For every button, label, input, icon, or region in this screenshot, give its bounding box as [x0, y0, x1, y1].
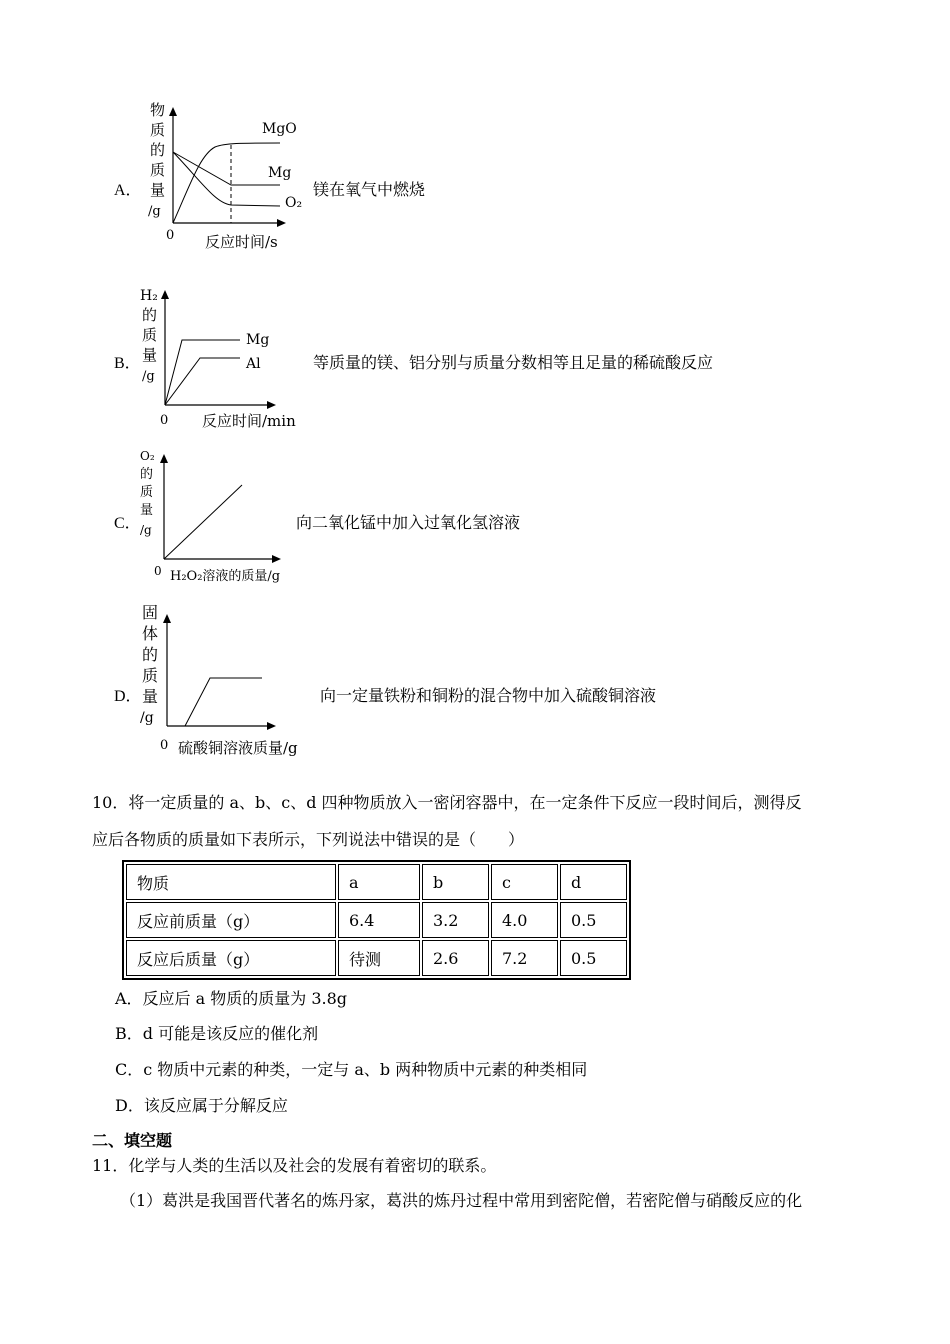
graph-a-y-arrow — [169, 107, 177, 116]
table-row — [126, 940, 627, 976]
graph-b-label-al: Al — [246, 356, 261, 372]
q10-stem-line2: 应后各物质的质量如下表所示，下列说法中错误的是（ ） — [92, 830, 525, 849]
graph-b-ylabel-5: /g — [142, 369, 155, 384]
graph-b-x-arrow — [267, 401, 276, 409]
table-cell: 3.2 — [422, 902, 489, 938]
graph-b-ylabel-1: H₂ — [140, 288, 158, 304]
graph-a-label-mgo: MgO — [262, 121, 297, 137]
table-header-cell: b — [422, 864, 489, 900]
graph-a — [130, 95, 310, 255]
graph-c-y-arrow — [160, 454, 168, 463]
graph-a-ylabel-4: 质 — [150, 161, 166, 179]
option-b-desc: 等质量的镁、铝分别与质量分数相等且足量的稀硫酸反应 — [313, 353, 714, 372]
graph-b-ylabel-3: 质 — [142, 326, 158, 344]
option-d-desc: 向一定量铁粉和铜粉的混合物中加入硫酸铜溶液 — [320, 686, 657, 705]
q10-stem-line1: 10．将一定质量的 a、b、c、d 四种物质放入一密闭容器中，在一定条件下反应一段时间后，测得反 — [92, 793, 802, 812]
graph-b-origin: 0 — [160, 413, 169, 428]
table-header-row — [126, 864, 627, 900]
graph-d-ylabel-4: 质 — [142, 666, 159, 685]
option-b-letter: B． — [114, 355, 141, 372]
graph-c-ylabel-4: 量 — [140, 503, 154, 518]
q10-option-b: B．d 可能是该反应的催化剂 — [115, 1024, 319, 1043]
graph-c-ylabel-3: 质 — [140, 485, 154, 500]
q10-table — [122, 860, 631, 980]
q11-stem: 11．化学与人类的生活以及社会的发展有着密切的联系。 — [92, 1156, 497, 1175]
graph-d-x-arrow — [267, 722, 276, 730]
graph-b-mg-curve — [165, 340, 240, 405]
graph-b — [130, 278, 310, 438]
graph-a-ylabel-2: 质 — [150, 121, 166, 139]
graph-a-o2-curve — [173, 152, 280, 206]
q10-option-d: D．该反应属于分解反应 — [115, 1096, 288, 1115]
graph-c — [130, 442, 300, 592]
option-d-letter: D． — [114, 688, 142, 705]
table-header-cell: a — [338, 864, 420, 900]
graph-c-ylabel-2: 的 — [140, 467, 154, 482]
graph-c-ylabel-5: /g — [140, 523, 152, 537]
graph-c-x-arrow — [272, 555, 281, 563]
table-cell: 7.2 — [491, 940, 558, 976]
option-c-desc: 向二氧化锰中加入过氧化氢溶液 — [296, 513, 521, 532]
graph-d-ylabel-2: 体 — [142, 624, 159, 643]
graph-a-ylabel-1: 物 — [150, 101, 166, 119]
section-title: 二、填空题 — [92, 1131, 173, 1150]
table-cell: 0.5 — [560, 902, 627, 938]
graph-a-mg-curve — [173, 152, 280, 185]
table-cell: 6.4 — [338, 902, 420, 938]
graph-d — [130, 598, 320, 760]
graph-d-origin: 0 — [160, 738, 169, 753]
table-cell: 反应后质量（g） — [126, 940, 336, 976]
graph-c-xlabel: H₂O₂溶液的质量/g — [170, 569, 281, 584]
graph-a-label-mg: Mg — [268, 165, 292, 181]
graph-b-al-curve — [165, 358, 240, 405]
table-header-cell: 物质 — [126, 864, 336, 900]
option-a-letter: A． — [114, 182, 142, 199]
option-c-letter: C． — [114, 515, 141, 532]
q10-option-c: C．c 物质中元素的种类，一定与 a、b 两种物质中元素的种类相同 — [115, 1060, 588, 1079]
q11-part1: （1）葛洪是我国晋代著名的炼丹家，葛洪的炼丹过程中常用到密陀僧，若密陀僧与硝酸反应的化 — [120, 1191, 803, 1210]
table-header-cell: d — [560, 864, 627, 900]
q10-option-a: A．反应后 a 物质的质量为 3.8g — [115, 989, 348, 1008]
graph-a-label-o2: O₂ — [285, 195, 303, 211]
graph-a-ylabel-5: 量 — [150, 181, 166, 199]
graph-b-ylabel-2: 的 — [142, 306, 158, 324]
graph-a-xlabel: 反应时间/s — [205, 233, 278, 251]
graph-d-ylabel-5: 量 — [142, 687, 159, 706]
table-cell: 4.0 — [491, 902, 558, 938]
graph-c-ylabel-1: O₂ — [140, 449, 155, 463]
graph-d-y-arrow — [163, 614, 171, 623]
graph-b-ylabel-4: 量 — [142, 346, 158, 364]
graph-c-origin: 0 — [154, 564, 162, 578]
graph-d-ylabel-3: 的 — [142, 645, 159, 664]
graph-a-ylabel-6: /g — [148, 204, 161, 219]
table-cell: 2.6 — [422, 940, 489, 976]
table-cell: 反应前质量（g） — [126, 902, 336, 938]
graph-d-ylabel-1: 固 — [142, 603, 159, 622]
graph-b-label-mg: Mg — [246, 332, 270, 348]
table-cell: 0.5 — [560, 940, 627, 976]
graph-b-xlabel: 反应时间/min — [202, 412, 296, 430]
graph-a-x-arrow — [277, 219, 286, 227]
graph-a-ylabel-3: 的 — [150, 141, 166, 159]
table-row — [126, 902, 627, 938]
graph-d-ylabel-6: /g — [140, 710, 154, 726]
graph-c-line — [164, 485, 242, 559]
table-header-cell: c — [491, 864, 558, 900]
graph-b-y-arrow — [161, 290, 169, 299]
graph-d-line — [185, 678, 262, 726]
table-cell: 待测 — [338, 940, 420, 976]
option-a-desc: 镁在氧气中燃烧 — [313, 180, 426, 199]
graph-a-origin: 0 — [166, 228, 175, 243]
graph-d-xlabel: 硫酸铜溶液质量/g — [178, 739, 298, 757]
